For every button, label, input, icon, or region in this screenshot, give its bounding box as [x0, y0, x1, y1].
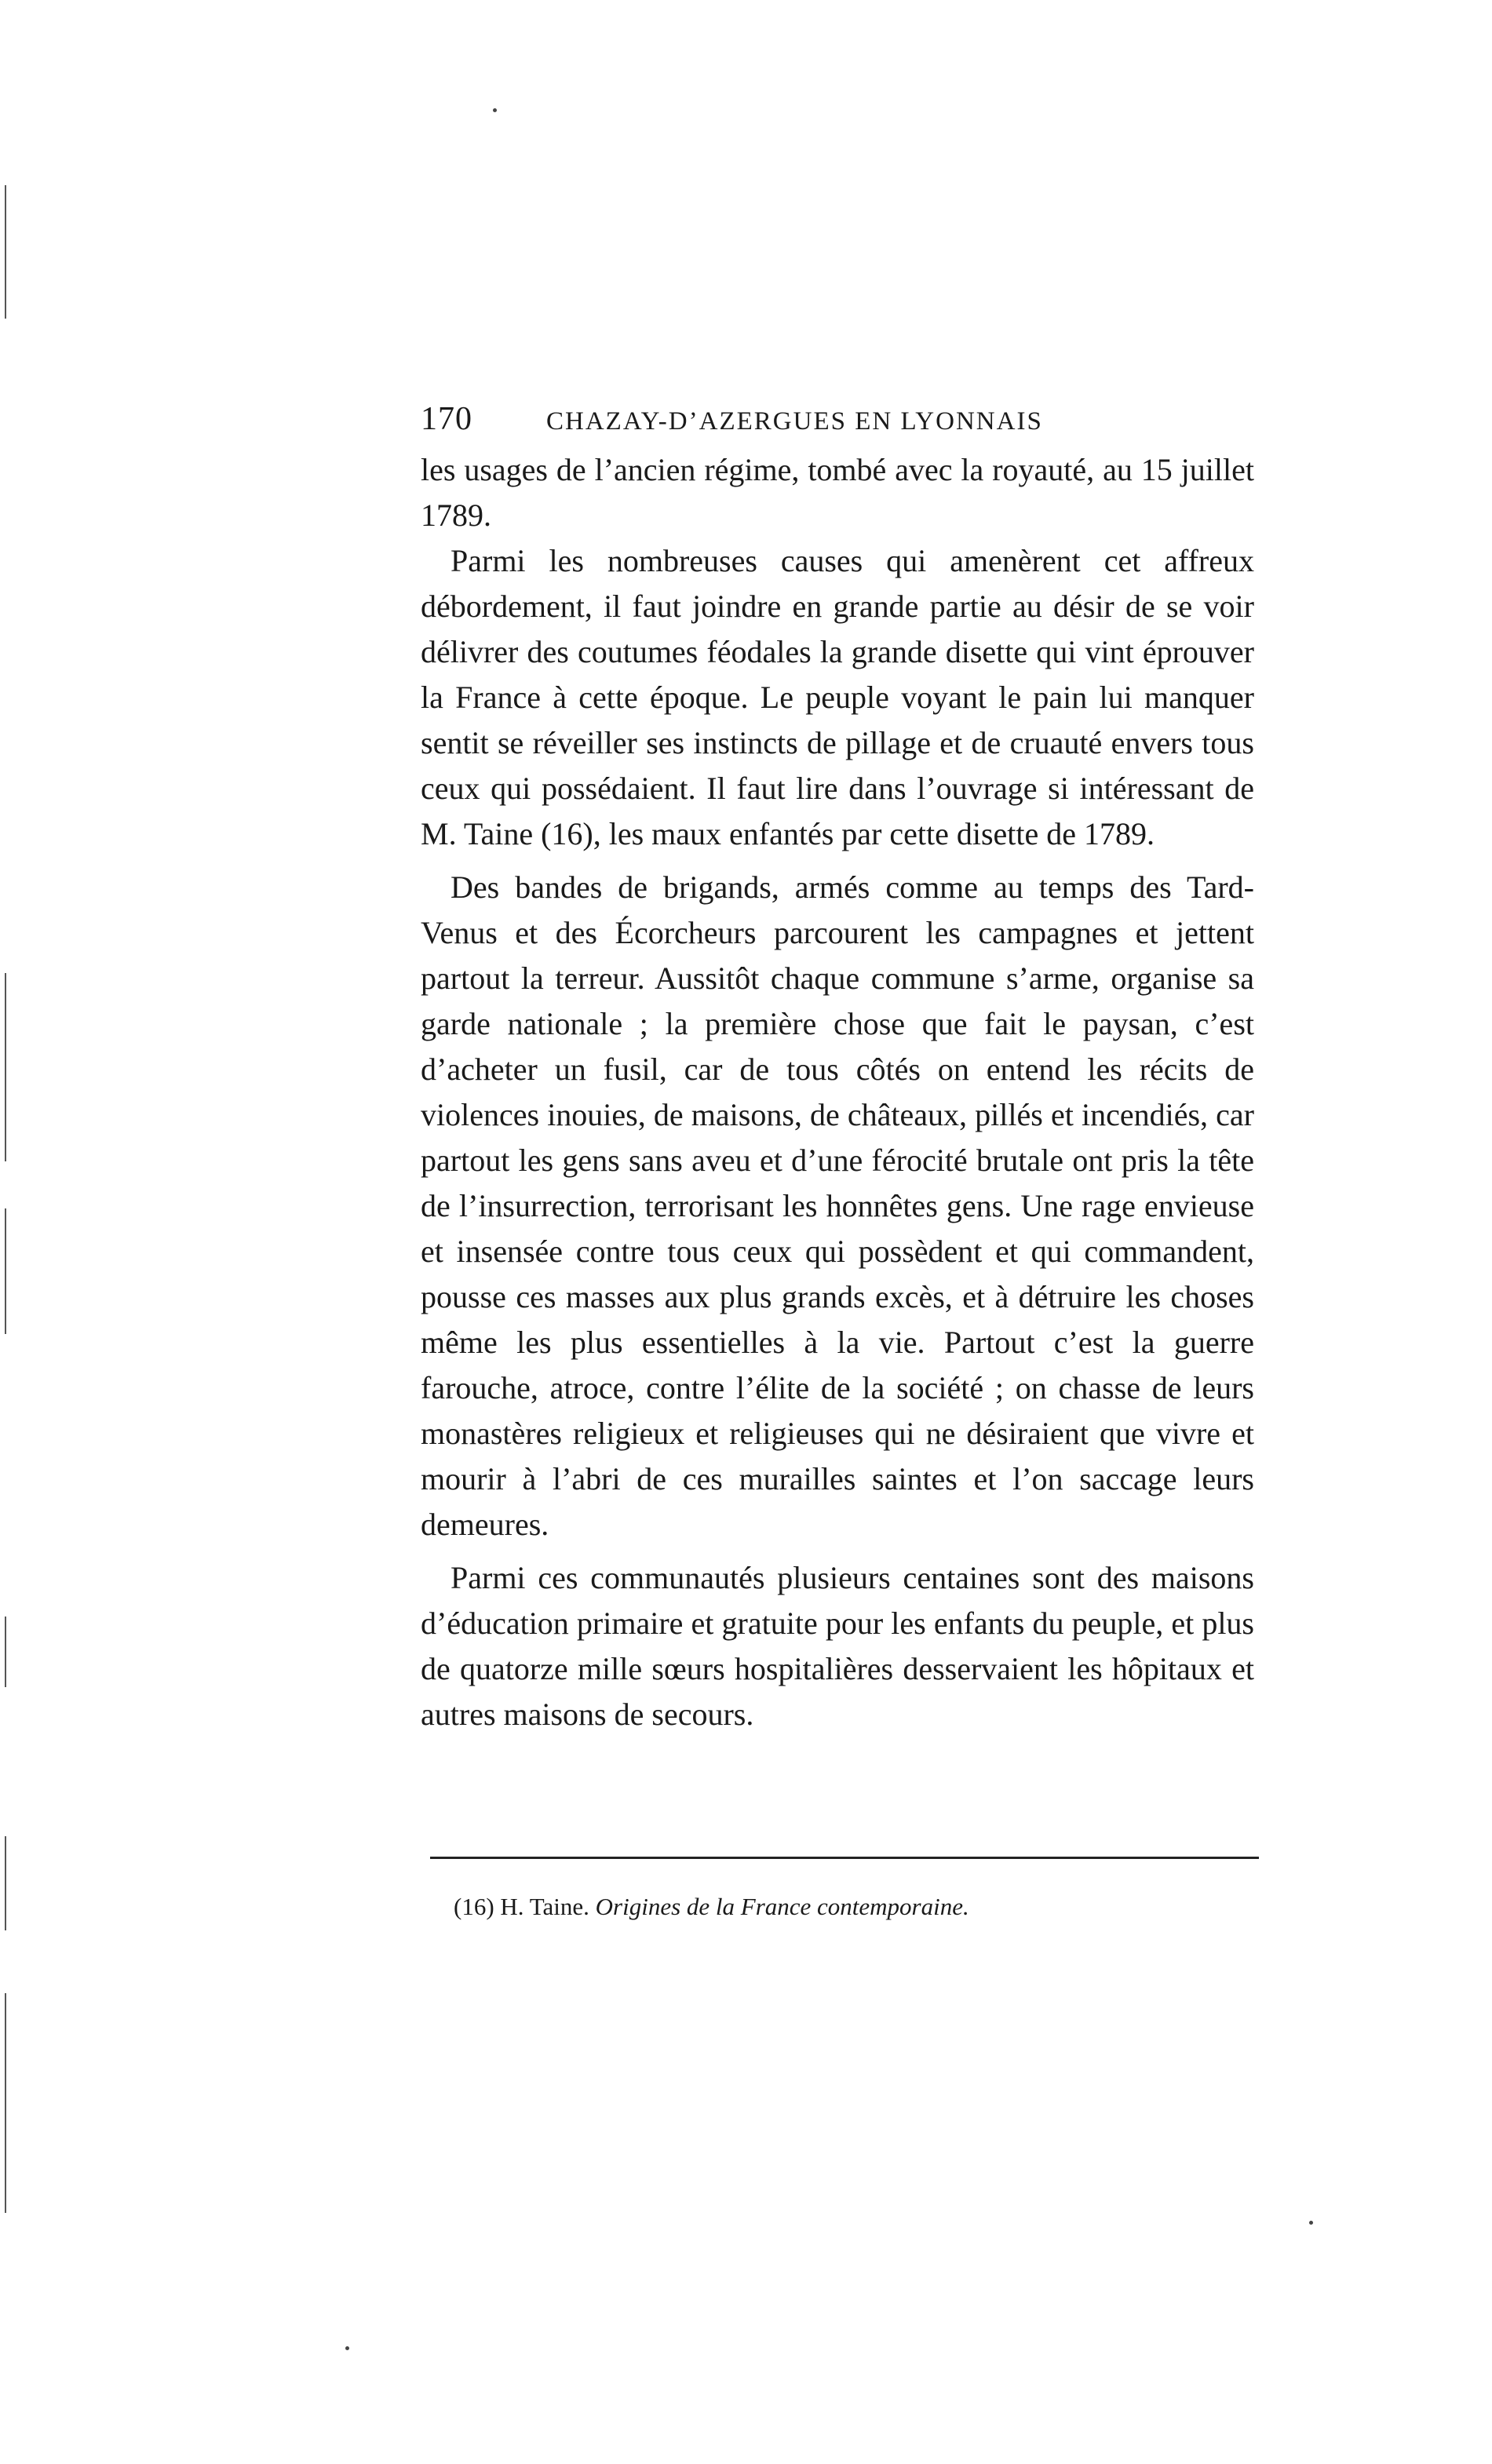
footnote-marker: (16) H. Taine.: [454, 1893, 589, 1920]
page-number: 170: [421, 401, 472, 437]
paragraph: Parmi ces communautés plusieurs centaines sont des maisons d’éducation primaire et gratuite pour les enfants du peuple, et plus de quatorze mille sœurs hospitalières desservaient les hôpitaux et autres maisons de secours.: [421, 1560, 1254, 1732]
footnote-work-title: Origines de la France contemporaine.: [595, 1893, 969, 1920]
scan-speck: [1309, 2221, 1313, 2225]
scan-edge-mark: [5, 185, 6, 319]
running-title: CHAZAY-D’AZERGUES EN LYONNAIS: [546, 407, 1043, 436]
footnote: [454, 1891, 969, 1923]
main-text: [421, 400, 1254, 1737]
scan-speck: [493, 108, 497, 112]
paragraph: les usages de l’ancien régime, tombé avec la royauté, au 15 juillet 1789.: [421, 452, 1254, 533]
running-head: [421, 400, 1254, 447]
scan-edge-mark: [5, 1993, 6, 2213]
paragraph: Des bandes de brigands, armés comme au temps des Tard-Venus et des Écorcheurs parcourent les campagnes et jettent partout la terreur. Aussitôt chaque commune s’arme, organise sa garde nationale ; la première chose que fait le paysan, c’est d’acheter un fusil, car de tous côtés on entend les récits de violences inouies, de maisons, de châteaux, pillés et incendiés, car partout les gens sans aveu et d’une férocité brutale ont pris la tête de l’insurrection, terrorisant les honnêtes gens. Une rage envieuse et insensée contre tous ceux qui possèdent et qui commandent, pousse ces masses aux plus grands excès, et à détruire les choses même les plus essentielles à la vie. Partout c’est la guerre farouche, atroce, contre l’élite de la société ; on chasse de leurs monastères religieux et religieuses qui ne désiraient que vivre et mourir à l’abri de ces murailles saintes et l’on saccage leurs demeures.: [421, 869, 1254, 1542]
footnote-rule: [430, 1857, 1259, 1859]
scan-edge-mark: [5, 1208, 6, 1334]
scan-edge-mark: [5, 1617, 6, 1687]
scan-speck: [345, 2346, 349, 2350]
scan-edge-mark: [5, 1836, 6, 1930]
scan-edge-mark: [5, 973, 6, 1161]
paragraph: Parmi les nombreuses causes qui amenèrent cet affreux débordement, il faut joindre en grande partie au désir de se voir délivrer des coutumes féodales la grande disette qui vint éprouver la France à cette époque. Le peuple voyant le pain lui manquer sentit se réveiller ses instincts de pillage et de cruauté envers tous ceux qui possédaient. Il faut lire dans l’ouvrage si intéressant de M. Taine (16), les maux enfantés par cette disette de 1789.: [421, 543, 1254, 851]
